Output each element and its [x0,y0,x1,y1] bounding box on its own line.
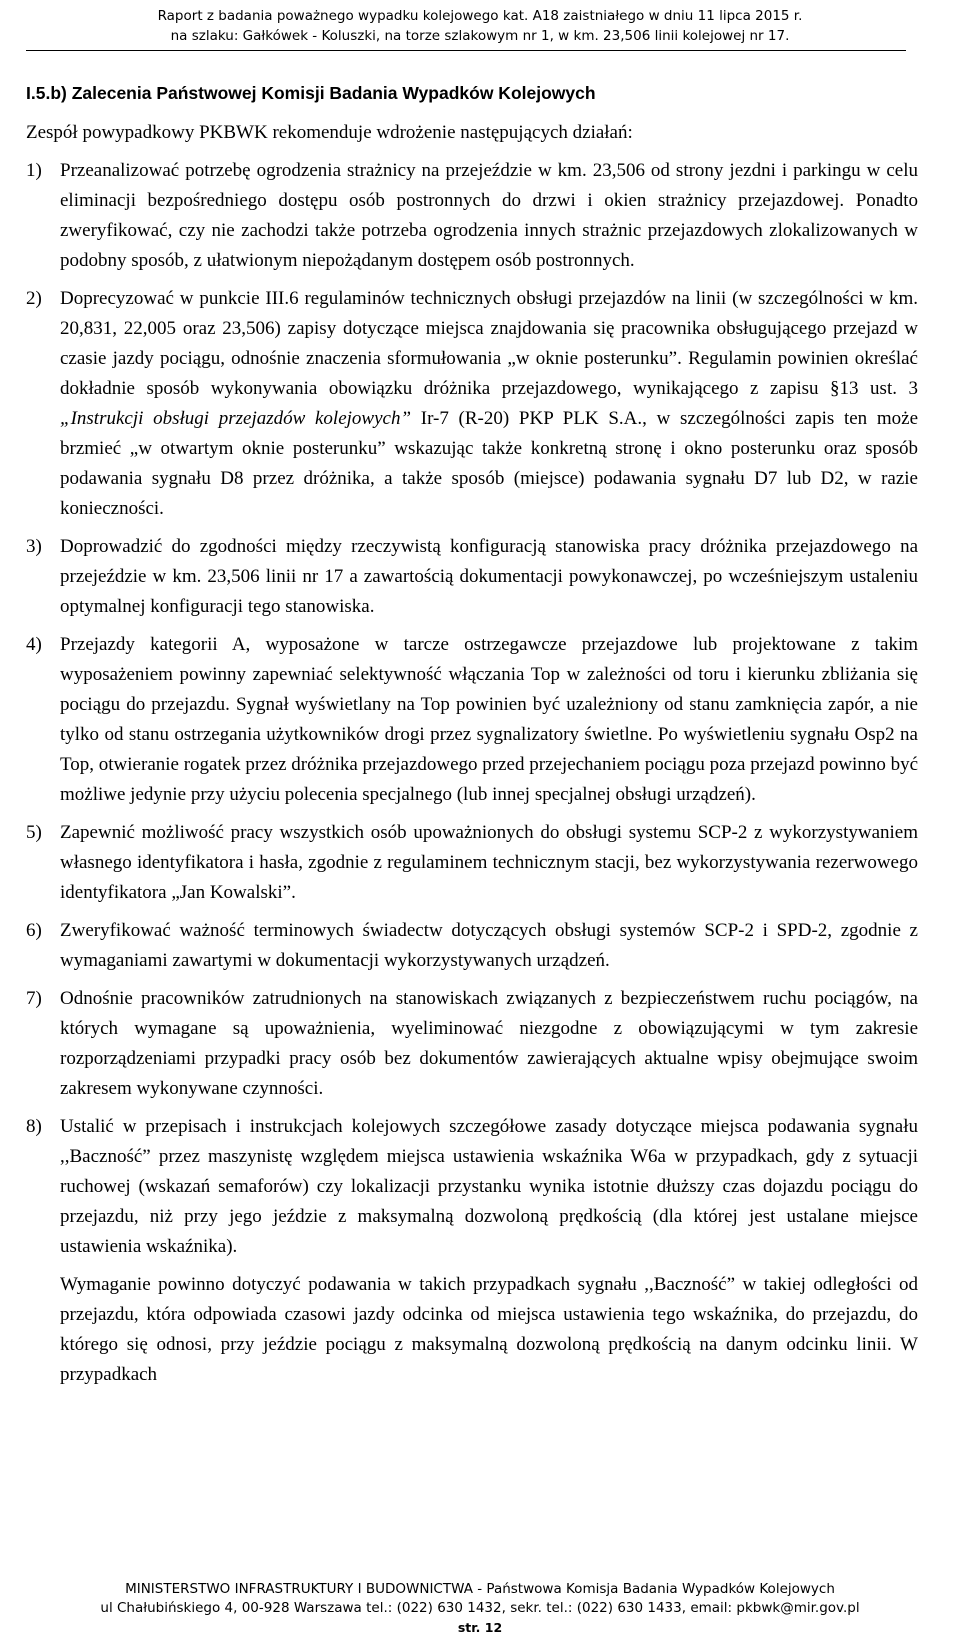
item-text [60,284,918,524]
recommendation-list [26,156,918,1390]
instruction-title: „Instrukcji obsługi przejazdów kolejowych” [60,408,412,429]
recommendation-item [26,916,918,976]
item-text: Zweryfikować ważność terminowych świadectw dotyczących obsługi systemów SCP-2 i SPD-2, zgodnie z wymaganiami zawartymi w dokumentacji wykorzystywanych urządzeń. [60,920,918,971]
item-text: Zapewnić możliwość pracy wszystkich osób upoważnionych do obsługi systemu SCP-2 z wykorzystywaniem własnego identyfikatora i hasła, zgodnie z regulaminem technicznym stacji, bez wykorzystywania rezerwowego identyfikatora „Jan Kowalski”. [60,822,918,903]
item-number: 5) [26,822,42,843]
recommendation-item [26,532,918,622]
footer-line-1: MINISTERSTWO INFRASTRUKTURY I BUDOWNICTWA - Państwowa Komisja Badania Wypadków Kolejowych [125,1581,835,1597]
footer-line-2: ul Chałubińskiego 4, 00-928 Warszawa tel.: (022) 630 1432, sekr. tel.: (022) 630 1433, email: pkbwk@mir.gov.pl [100,1600,860,1616]
item-number: 3) [26,536,42,557]
item-text: Przejazdy kategorii A, wyposażone w tarcze ostrzegawcze przejazdowe lub projektowane z takim wyposażeniem powinny zapewniać selektywność włączania Top w zależności od toru i kierunku zbliżania się pociągu do przejazdu. Sygnał wyświetlany na Top powinien być uzależniony od stanu zamknięcia zapór, a nie tylko od stanu ostrzegania użytkowników drogi przez sygnalizatory świetlne. Po wyświetleniu sygnału Osp2 na Top, otwieranie rogatek przez dróżnika przejazdowego przed przejechaniem pociągu poza przejazd powinno być możliwe jedynie przy użyciu polecenia specjalnego (lub innej specjalnej obsługi urządzeń). [60,634,919,805]
header-divider [26,50,906,51]
recommendation-item [26,284,918,524]
item-text: Ustalić w przepisach i instrukcjach kolejowych szczegółowe zasady dotyczące miejsca podawania sygnału ,,Baczność” przez maszynistę względem miejsca ustawienia wskaźnika W6a w przypadkach, gdy z sytuacji ruchowej (wskazań semaforów) czy lokalizacji przystanku wynika istotnie dłuższy czas dojazdu pociągu do przejazdu, niż przy jego jeździe z maksymalną dozwoloną prędkością (dla której jest ustalane miejsce ustawienia wskaźnika). [60,1116,918,1257]
page-number: str. 12 [457,1620,503,1635]
recommendation-item [26,818,918,908]
page-footer [0,1580,960,1637]
section-title: I.5.b) Zalecenia Państwowej Komisji Badania Wypadków Kolejowych [26,83,596,103]
item-text-part: Ir-7 (R-20) PKP PLK S.A., w szczególności zapis ten może brzmieć „w otwartym oknie posterunku” wskazując także konkretną stronę i okno posterunku oraz sposób podawania sygnału D8 przez dróżnika, a także sposób (miejsce) podawania sygnału D7 lub D2, w razie konieczności. [60,408,919,519]
page-header [0,6,960,46]
item-number: 6) [26,920,42,941]
document-body [26,78,918,1398]
item-number: 1) [26,160,42,181]
intro-paragraph: Zespół powypadkowy PKBWK rekomenduje wdrożenie następujących działań: [26,122,633,143]
recommendation-item [26,1112,918,1390]
item-text: Doprowadzić do zgodności między rzeczywistą konfiguracją stanowiska pracy dróżnika przejazdowego na przejeździe w km. 23,506 linii nr 17 a zawartością dokumentacji powykonawczej, po wcześniejszym ustaleniu optymalnej konfiguracji tego stanowiska. [60,536,918,617]
recommendation-item [26,630,918,810]
item-text: Odnośnie pracowników zatrudnionych na stanowiskach związanych z bezpieczeństwem ruchu pociągów, na których wymagane są upoważnienia, wyeliminować niezgodne z obowiązującymi w tym zakresie rozporządzeniami przypadki pracy osób bez dokumentów zawierających aktualne wpisy obejmujące swoim zakresem wykonywane czynności. [60,988,918,1099]
item-text: Przeanalizować potrzebę ogrodzenia strażnicy na przejeździe w km. 23,506 od strony jezdni i parkingu w celu eliminacji bezpośredniego dostępu osób postronnych do drzwi i okien strażnicy przejazdowej. Ponadto zweryfikować, czy nie zachodzi także potrzeba ogrodzenia innych strażnic przejazdowych zlokalizowanych w podobny sposób, z ułatwionym niepożądanym dostępem osób postronnych. [60,160,918,271]
item-number: 2) [26,288,42,309]
item-number: 4) [26,634,42,655]
item-continuation: Wymaganie powinno dotyczyć podawania w takich przypadkach sygnału ,,Baczność” w takiej odległości od przejazdu, która odpowiada czasowi jazdy odcinka od miejsca ustawienia tego wskaźnika, do przejazdu, do którego się odnosi, przy jeździe pociągu z maksymalną dozwoloną prędkością na danym odcinku linii. W przypadkach [60,1274,918,1385]
item-number: 7) [26,988,42,1009]
recommendation-item [26,156,918,276]
item-number: 8) [26,1116,42,1137]
recommendation-item [26,984,918,1104]
header-line-2: na szlaku: Gałkówek - Koluszki, na torze szlakowym nr 1, w km. 23,506 linii kolejowej nr 17. [170,28,790,44]
header-line-1: Raport z badania poważnego wypadku kolejowego kat. A18 zaistniałego w dniu 11 lipca 2015 r. [157,8,803,24]
item-text-part: Doprecyzować w punkcie III.6 regulaminów technicznych obsługi przejazdów na linii (w szczególności w km. 20,831, 22,005 oraz 23,506) zapisy dotyczące miejsca znajdowania się pracownika obsługującego przejazd w czasie jazdy pociągu, odnośnie znaczenia sformułowania „w oknie posterunku”. Regulamin powinien określać dokładnie sposób wykonywania obowiązku dróżnika przejazdowego, wynikającego z zapisu §13 ust. 3 [60,288,918,399]
